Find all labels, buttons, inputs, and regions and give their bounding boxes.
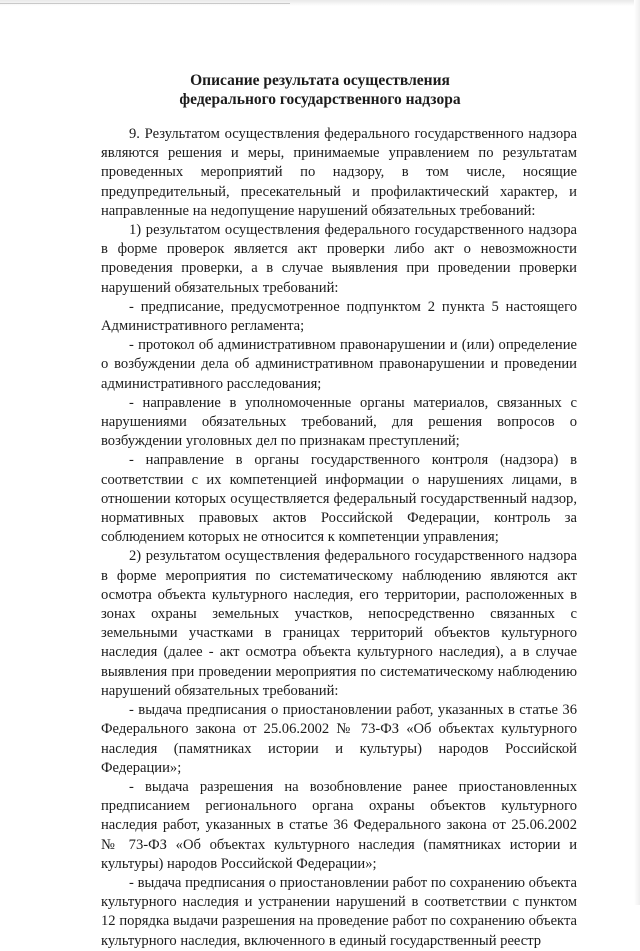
list-item-prescription: - предписание, предусмотренное подпунктом 2 пункта 5 настоящего Административного регламента;	[101, 298, 577, 335]
scan-right-edge	[634, 0, 640, 905]
scan-rule-line	[0, 3, 290, 4]
list-item-suspension-preservation: - выдача предписания о приостановлении работ по сохранению объекта культурного наследия и устранении нарушений в соответствии с пунктом 12 порядка выдачи разрешения на проведение работ по сохранению объекта культурного наследия, включенного в единый государственный реестр	[101, 874, 577, 949]
paragraph-item-2: 2) результатом осуществления федерального государственного надзора в форме мероприятия по систематическому наблюдению являются акт осмотра объекта культурного наследия, его территории, расположенных в зонах охраны земельных участков, непосредственно связанных с земельными участками в границах территорий объектов культурного наследия (далее - акт осмотра объекта культурного наследия), а в случае выявления при проведении мероприятия по систематическому наблюдению нарушений обязательных требований:	[101, 548, 577, 699]
document-title	[0, 71, 640, 109]
list-item-referral-materials: - направление в уполномоченные органы материалов, связанных с нарушениями обязательных требований, для решения вопросов о возбуждении уголовных дел по признакам преступлений;	[101, 394, 577, 450]
title-line-1: Описание результата осуществления	[190, 72, 450, 89]
list-item-suspension: - выдача предписания о приостановлении работ, указанных в статье 36 Федерального закона от 25.06.2002 № 73-ФЗ «Об объектах культурного наследия (памятниках истории и культуры) народов Российской Федерации»;	[101, 702, 577, 776]
list-item-referral-information: - направление в органы государственного контроля (надзора) в соответствии с их компетенцией информации о нарушениях лицами, в отношении которых осуществляется федеральный государственный надзор, нормативных правовых актов Российской Федерации, контроль за соблюдением которых не относится к компетенции управления;	[101, 452, 577, 546]
paragraph-9: 9. Результатом осуществления федерального государственного надзора являются решения и меры, принимаемые управлением по результатам проведенных мероприятий по надзору, в том числе, носящие предупредительный, пресекательный и профилактический характер, и направленные на недопущение нарушений обязательных требований:	[101, 126, 577, 219]
title-line-2: федерального государственного надзора	[179, 91, 461, 108]
list-item-resumption: - выдача разрешения на возобновление ранее приостановленных предписанием регионального органа охраны объектов культурного наследия работ, указанных в статье 36 Федерального закона от 25.06.2002 № 73-ФЗ «Об объектах культурного наследия (памятниках истории и культуры) народов Российской Федерации»;	[101, 778, 577, 872]
list-item-protocol: - протокол об административном правонарушении и (или) определение о возбуждении дела об административном правонарушении и проведении административного расследования;	[101, 337, 577, 392]
document-body	[101, 125, 577, 951]
paragraph-item-1: 1) результатом осуществления федерального государственного надзора в форме проверок является акт проверки либо акт о невозможности проведения проверки, а в случае выявления при проведении проверки нарушений обязательных требований:	[101, 222, 577, 296]
